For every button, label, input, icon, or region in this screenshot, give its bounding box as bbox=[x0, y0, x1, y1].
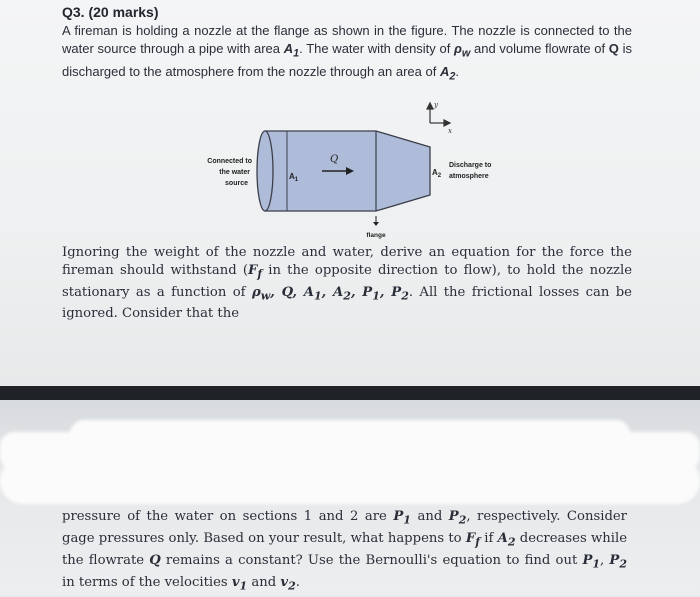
var-A2: A bbox=[439, 63, 450, 79]
inlet-section bbox=[257, 131, 273, 211]
sub: 1 bbox=[403, 513, 411, 527]
sub: 1 bbox=[372, 289, 380, 303]
text: . bbox=[295, 575, 300, 591]
text: , respectively. Consider gage pressures only. Based on your result, what happens to bbox=[62, 509, 627, 547]
var-P1: P bbox=[582, 553, 593, 569]
sub: 1 bbox=[239, 580, 248, 594]
sub: 2 bbox=[343, 289, 351, 303]
text: remains a constant? Use the Bernoulli's equation to find out bbox=[160, 553, 583, 569]
section-2-label: $A_2$ bbox=[432, 168, 442, 179]
text: pressure of the water on sections 1 and 2 are bbox=[62, 509, 394, 524]
redaction-overlay bbox=[0, 458, 700, 504]
sub: 2 bbox=[507, 535, 516, 549]
sub: w bbox=[260, 289, 271, 303]
var-Q: Q bbox=[608, 41, 619, 56]
sub: 2 bbox=[458, 513, 467, 527]
sub: 1 bbox=[314, 289, 322, 303]
var-P1: P bbox=[393, 509, 404, 524]
var-list: , A bbox=[321, 284, 344, 300]
nozzle-diagram bbox=[180, 95, 520, 245]
axis-y-label: y bbox=[434, 101, 438, 109]
var-v1: v bbox=[231, 575, 240, 591]
sub: 2 bbox=[288, 580, 296, 594]
text: Ignoring the weight of the nozzle and water, derive an equation for the force the fireman should withstand ( bbox=[62, 245, 632, 278]
flange-label: flange bbox=[366, 232, 386, 239]
discharge-label-1: Discharge to bbox=[449, 162, 492, 169]
sub: 2 bbox=[449, 70, 456, 83]
question-title: Q3. (20 marks) bbox=[62, 4, 159, 20]
problem-statement bbox=[62, 22, 632, 85]
axes-icon bbox=[427, 103, 450, 126]
var-rho: ρ bbox=[251, 284, 261, 300]
section-1-label: $A_1$ bbox=[289, 172, 299, 183]
text: A fireman is holding a nozzle at the flange as shown in the figure. The nozzle is connected to the water source through a pipe with area bbox=[62, 23, 632, 56]
text: . bbox=[455, 63, 459, 79]
var-P2: P bbox=[609, 553, 620, 569]
page-divider-bar bbox=[0, 386, 700, 400]
flow-label-Q: Q bbox=[330, 154, 339, 165]
source-label-3: source bbox=[225, 180, 248, 187]
text: is discharged to the atmosphere from the nozzle through an area of bbox=[62, 41, 632, 79]
text: . The water with density of bbox=[299, 41, 455, 56]
sub: 1 bbox=[592, 557, 601, 571]
var-list: , P bbox=[379, 284, 402, 300]
redaction-overlay bbox=[70, 420, 630, 450]
text: in the opposite direction to flow), to hold the nozzle stationary as a function of bbox=[62, 263, 632, 300]
sub: 1 bbox=[293, 47, 300, 60]
var-v2: v bbox=[280, 575, 289, 591]
axis-x-label: x bbox=[448, 127, 452, 135]
var-rho: ρ bbox=[454, 41, 462, 56]
sub: 2 bbox=[401, 289, 409, 303]
var-F: F bbox=[247, 263, 258, 278]
var-F: F bbox=[465, 531, 476, 547]
var-Q: Q bbox=[149, 553, 161, 569]
var-A2: A bbox=[497, 531, 508, 547]
var-P2: P bbox=[448, 509, 459, 524]
flange-arrow-icon bbox=[373, 216, 379, 226]
var-list: , Q, A bbox=[270, 284, 315, 300]
source-label-2: the water bbox=[219, 169, 250, 176]
sub: 2 bbox=[619, 557, 627, 571]
sub: w bbox=[461, 47, 471, 60]
text: and bbox=[410, 509, 449, 524]
text: decreases while the flowrate bbox=[62, 531, 627, 569]
text: if bbox=[480, 531, 498, 547]
text: and bbox=[247, 575, 281, 591]
sub: f bbox=[475, 535, 480, 549]
discharge-label-2: atmosphere bbox=[449, 173, 489, 180]
sub: f bbox=[257, 267, 263, 281]
text: , bbox=[600, 553, 610, 569]
var-list: , P bbox=[350, 284, 373, 300]
nozzle-figure bbox=[180, 95, 520, 245]
text: in terms of the velocities bbox=[62, 575, 232, 591]
text: . All the frictional losses can be ignored. Consider that the bbox=[62, 284, 632, 322]
text: and volume flowrate of bbox=[470, 41, 609, 56]
task-continuation bbox=[62, 508, 627, 597]
var-A1: A bbox=[283, 41, 294, 56]
source-label-1: Connected to bbox=[207, 158, 252, 165]
task-statement bbox=[62, 244, 632, 323]
